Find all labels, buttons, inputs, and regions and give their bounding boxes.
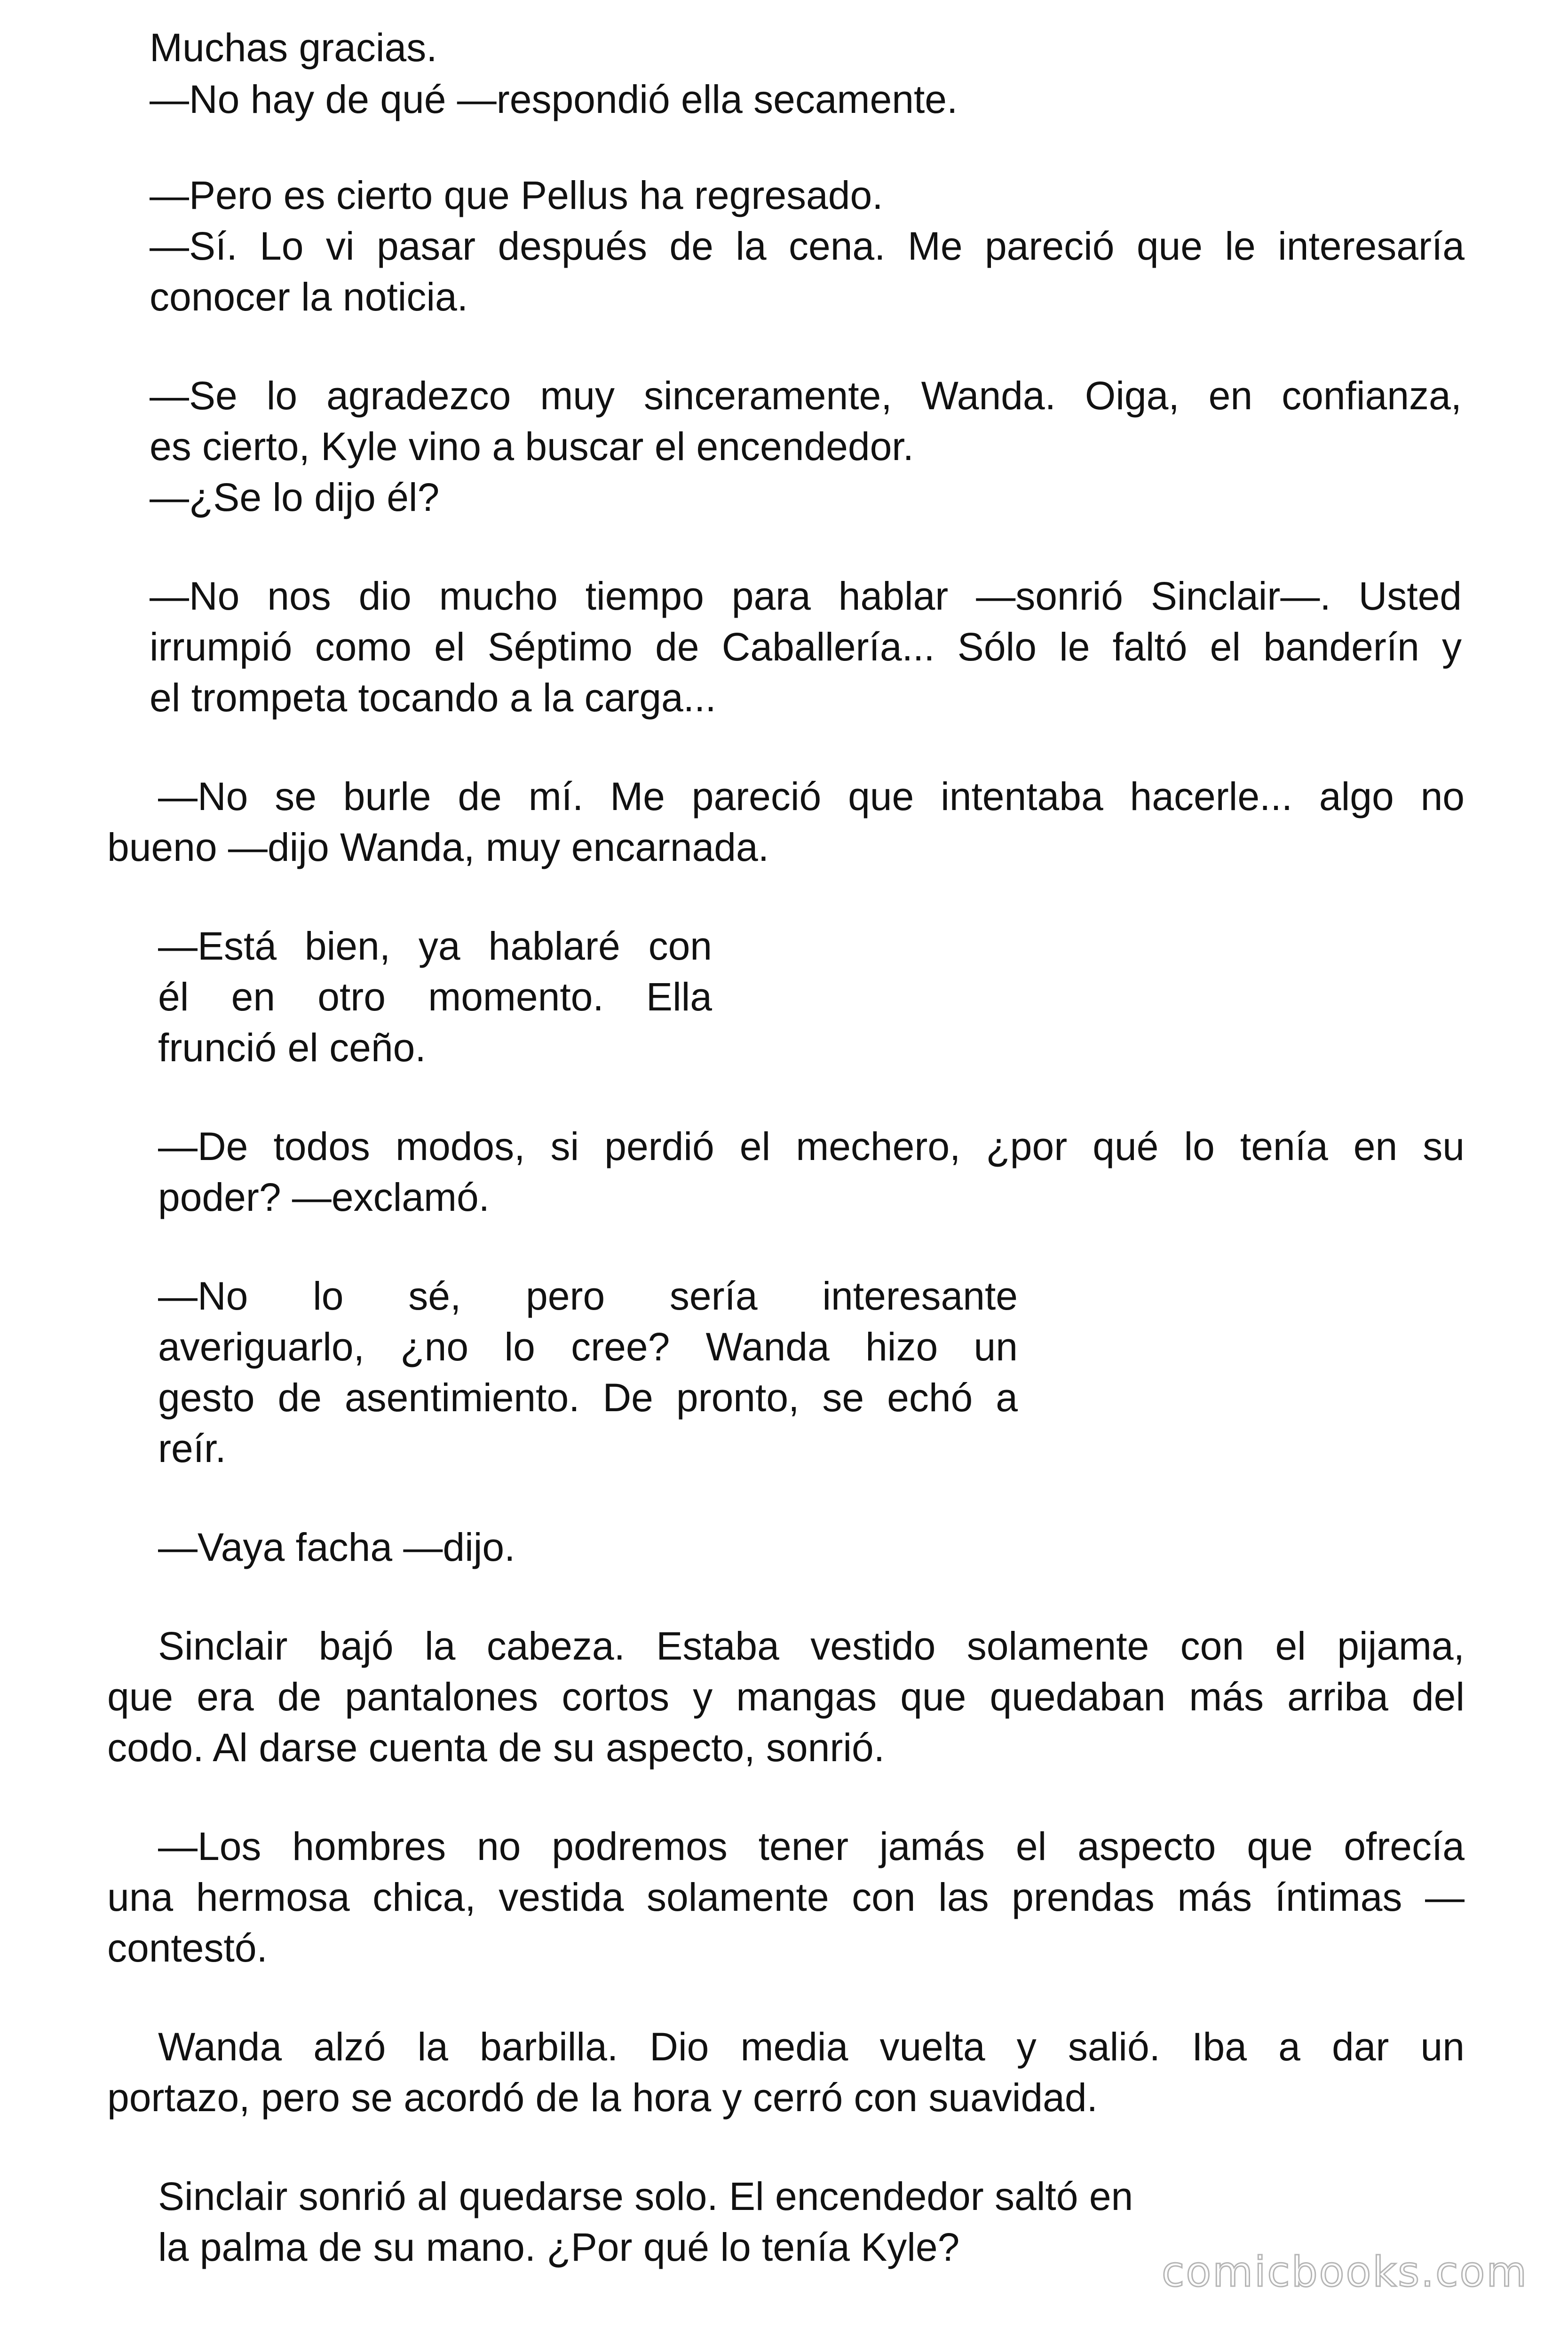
text-line: codo. Al darse cuenta de su aspecto, sonrió.: [107, 1725, 885, 1770]
text-line: conocer la noticia.: [150, 275, 468, 319]
text-line: Wanda alzó la barbilla. Dio media vuelta y salió. Iba a dar un: [158, 2025, 1465, 2069]
text-line: una hermosa chica, vestida solamente con las prendas más íntimas —: [107, 1875, 1465, 1919]
text-line: —No se burle de mí. Me pareció que intentaba hacerle... algo no: [158, 774, 1465, 818]
text-line: que era de pantalones cortos y mangas que quedaban más arriba del: [107, 1675, 1465, 1719]
text-line: frunció el ceño.: [158, 1025, 426, 1070]
text-line: Sinclair sonrió al quedarse solo. El encendedor saltó en: [158, 2174, 1133, 2218]
text-line: —No hay de qué —respondió ella secamente.: [150, 77, 958, 121]
text-line: averiguarlo, ¿no lo cree? Wanda hizo un: [158, 1325, 1018, 1369]
text-line: contestó.: [107, 1926, 268, 1970]
text-line: irrumpió como el Séptimo de Caballería... Sólo le faltó el banderín y: [150, 625, 1462, 669]
text-line: poder? —exclamó.: [158, 1175, 490, 1219]
text-line: —Está bien, ya hablaré con: [158, 924, 712, 968]
text-line: Muchas gracias.: [150, 25, 437, 70]
text-line: él en otro momento. Ella: [158, 975, 712, 1019]
text-line: —Sí. Lo vi pasar después de la cena. Me pareció que le interesaría: [150, 224, 1465, 268]
text-line: —¿Se lo dijo él?: [150, 475, 440, 519]
text-line: —No nos dio mucho tiempo para hablar —sonrió Sinclair—. Usted: [150, 574, 1462, 618]
watermark: comicbooks.com: [1162, 2248, 1528, 2296]
text-line: bueno —dijo Wanda, muy encarnada.: [107, 825, 769, 869]
text-line: portazo, pero se acordó de la hora y cerró con suavidad.: [107, 2075, 1098, 2120]
text-line: —Se lo agradezco muy sinceramente, Wanda. Oiga, en confianza,: [150, 373, 1462, 418]
text-line: gesto de asentimiento. De pronto, se echó a: [158, 1375, 1018, 1420]
text-line: —No lo sé, pero sería interesante: [158, 1274, 1018, 1318]
text-line: —Pero es cierto que Pellus ha regresado.: [150, 173, 883, 217]
text-line: —De todos modos, si perdió el mechero, ¿por qué lo tenía en su: [158, 1124, 1465, 1168]
text-line: —Vaya facha —dijo.: [158, 1525, 515, 1569]
text-line: es cierto, Kyle vino a buscar el encendedor.: [150, 424, 914, 469]
text-line: Sinclair bajó la cabeza. Estaba vestido solamente con el pijama,: [158, 1624, 1465, 1668]
text-line: la palma de su mano. ¿Por qué lo tenía Kyle?: [158, 2225, 960, 2269]
text-line: —Los hombres no podremos tener jamás el aspecto que ofrecía: [158, 1824, 1465, 1868]
text-line: el trompeta tocando a la carga...: [150, 675, 716, 720]
text-line: reír.: [158, 1426, 226, 1470]
